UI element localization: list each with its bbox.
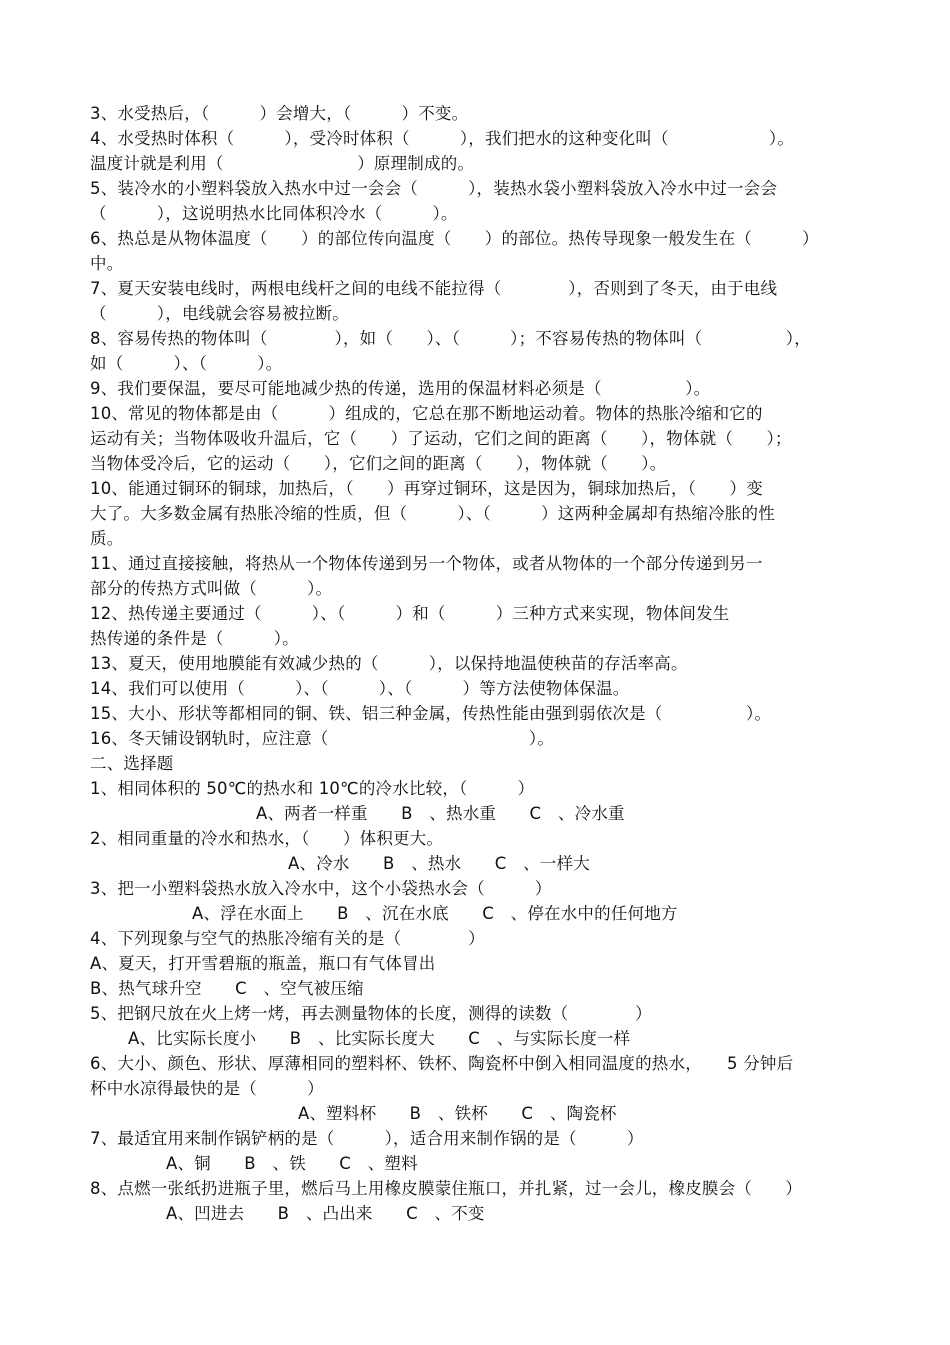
choice-question-5: 5、把钢尺放在火上烤一烤，再去测量物体的长度，测得的读数（ ） (90, 1004, 652, 1023)
choice-options-3: A、浮在水面上 B 、沉在水底 C 、停在水中的任何地方 (192, 904, 678, 923)
question-7: 7、夏天安装电线时，两根电线杆之间的电线不能拉得（ ），否则到了冬天，由于电线 (90, 279, 778, 298)
choice-question-6: 6、大小、颜色、形状、厚薄相同的塑料杯、铁杯、陶瓷杯中倒入相同温度的热水， 5 分钟后 (90, 1054, 794, 1073)
question-9: 9、我们要保温，要尽可能地减少热的传递，选用的保温材料必须是（ ）。 (90, 379, 711, 398)
choice-question-3: 3、把一小塑料袋热水放入冷水中，这个小袋热水会（ ） (90, 879, 552, 898)
choice-question-4: 4、下列现象与空气的热胀冷缩有关的是（ ） (90, 929, 485, 948)
choice-options-5: A、比实际长度小 B 、比实际长度大 C 、与实际长度一样 (128, 1029, 631, 1048)
choice-options-2: A、冷水 B 、热水 C 、一样大 (288, 854, 590, 873)
question-10a-cont1: 运动有关；当物体吸收升温后，它（ ）了运动，它们之间的距离（ ），物体就（ ）； (90, 429, 792, 448)
question-10a-cont2: 当物体受冷后，它的运动（ ），它们之间的距离（ ），物体就（ ）。 (90, 454, 667, 473)
question-8: 8、容易传热的物体叫（ ），如（ ）、（ ）；不容易传热的物体叫（ ）， (90, 329, 811, 348)
choice-option-4a: A、夏天，打开雪碧瓶的瓶盖，瓶口有气体冒出 (90, 954, 436, 973)
question-12: 12、热传递主要通过（ ）、（ ）和（ ）三种方式来实现，物体间发生 (90, 604, 730, 623)
choice-question-1: 1、相同体积的 50℃的热水和 10℃的冷水比较，（ ） (90, 779, 535, 798)
question-8-cont: 如（ ）、（ ）。 (90, 354, 283, 373)
question-11-cont: 部分的传热方式叫做（ ）。 (90, 579, 333, 598)
choice-options-6: A、塑料杯 B 、铁杯 C 、陶瓷杯 (298, 1104, 617, 1123)
question-3: 3、水受热后，（ ）会增大，（ ）不变。 (90, 104, 469, 123)
question-10b-cont2: 质。 (90, 529, 124, 548)
question-4: 4、水受热时体积（ ），受冷时体积（ ），我们把水的这种变化叫（ ）。 (90, 129, 795, 148)
question-5: 5、装冷水的小塑料袋放入热水中过一会会（ ），装热水袋小塑料袋放入冷水中过一会会 (90, 179, 778, 198)
question-6: 6、热总是从物体温度（ ）的部位传向温度（ ）的部位。热传导现象一般发生在（ ） (90, 229, 819, 248)
choice-question-6-cont: 杯中水凉得最快的是（ ） (90, 1079, 324, 1098)
question-13: 13、夏天，使用地膜能有效减少热的（ ），以保持地温使秧苗的存活率高。 (90, 654, 688, 673)
question-15: 15、大小、形状等都相同的铜、铁、铝三种金属，传热性能由强到弱依次是（ ）。 (90, 704, 772, 723)
choice-options-8: A、凹进去 B 、凸出来 C 、不变 (166, 1204, 485, 1223)
question-7-cont: （ ），电线就会容易被拉断。 (90, 304, 349, 323)
question-10b: 10、能通过铜环的铜球，加热后，（ ）再穿过铜环，这是因为，铜球加热后，（ ）变 (90, 479, 763, 498)
question-10b-cont1: 大了。大多数金属有热胀冷缩的性质，但（ ）、（ ）这两种金属却有热缩冷胀的性 (90, 504, 775, 523)
question-10a: 10、常见的物体都是由（ ）组成的，它总在那不断地运动着。物体的热胀冷缩和它的 (90, 404, 763, 423)
question-16: 16、冬天铺设钢轨时，应注意（ ）。 (90, 729, 555, 748)
question-5-cont: （ ），这说明热水比同体积冷水（ ）。 (90, 204, 458, 223)
choice-options-4bc: B、热气球升空 C 、空气被压缩 (90, 979, 364, 998)
choice-question-8: 8、点燃一张纸扔进瓶子里，燃后马上用橡皮膜蒙住瓶口，并扎紧，过一会儿，橡皮膜会（ ） (90, 1179, 803, 1198)
choice-question-7: 7、最适宜用来制作锅铲柄的是（ ），适合用来制作锅的是（ ） (90, 1129, 644, 1148)
choice-options-7: A、铜 B 、铁 C 、塑料 (166, 1154, 418, 1173)
question-12-cont: 热传递的条件是（ ）。 (90, 629, 299, 648)
question-6-cont: 中。 (90, 254, 124, 273)
question-11: 11、通过直接接触，将热从一个物体传递到另一个物体，或者从物体的一个部分传递到另一 (90, 554, 763, 573)
question-14: 14、我们可以使用（ ）、（ ）、（ ）等方法使物体保温。 (90, 679, 630, 698)
section-title-choices: 二、选择题 (90, 754, 174, 773)
choice-options-1: A、两者一样重 B 、热水重 C 、冷水重 (256, 804, 625, 823)
choice-question-2: 2、相同重量的冷水和热水，（ ）体积更大。 (90, 829, 444, 848)
question-4-cont: 温度计就是利用（ ）原理制成的。 (90, 154, 475, 173)
